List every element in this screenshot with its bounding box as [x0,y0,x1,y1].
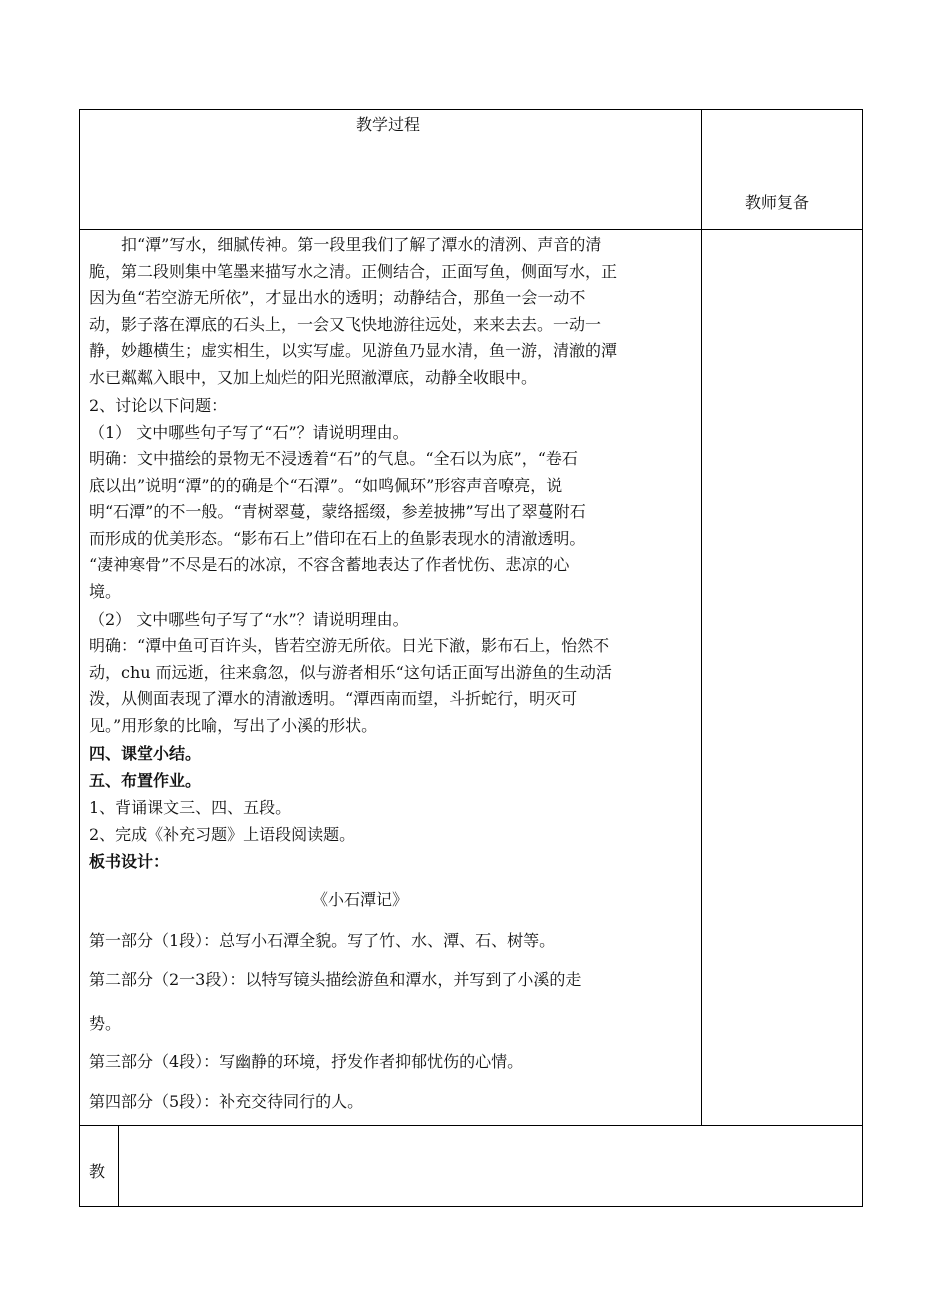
footer-row-label: 教 [89,1162,106,1181]
board-part-2-continued: 势。 [89,1014,122,1033]
board-part-2: 第二部分（2一3段）：以特写镜头描绘游鱼和潭水，并写到了小溪的走 [89,970,582,989]
body-bottom-divider [79,1125,863,1126]
analysis-paragraph [89,232,693,392]
summary-heading: 四、课堂小结。 [89,744,202,763]
board-part-3: 第三部分（4段）：写幽静的环境，抒发作者抑郁忧伤的心情。 [89,1052,524,1071]
answer-2 [89,633,693,739]
answer-line: 明确：“潭中鱼可百许头，皆若空游无所依。日光下澈，影布石上，怡然不 [89,636,610,655]
homework-item-2: 2、完成《补充习题》上语段阅读题。 [89,825,356,844]
board-part-1: 第一部分（1段）：总写小石潭全貌。写了竹、水、潭、石、树等。 [89,931,556,950]
answer-line: “凄神寒骨”不尽是石的冰凉，不容含蓄地表达了作者忧伤、悲凉的心 [89,555,570,575]
homework-heading: 五、布置作业。 [89,771,202,790]
paragraph-line: 扣“潭”写水，细腻传神。第一段里我们了解了潭水的清洌、声音的清 [121,235,602,254]
board-design-heading: 板书设计： [89,852,170,871]
answer-line: 见。”用形象的比喻，写出了小溪的形状。 [89,715,378,735]
answer-line: 泼，从侧面表现了潭水的清澈透明。“潭西南而望，斗折蛇行，明灭可 [89,689,578,709]
answer-line: 明“石潭”的不一般。“青树翠蔓，蒙络摇缀，参差披拂”写出了翠蔓附石 [89,502,586,522]
answer-line: 境。 [89,581,122,601]
review-column-divider [701,109,702,1126]
table-right-border [862,109,863,1207]
paragraph-line: 因为鱼“若空游无所依”，才显出水的透明；动静结合，那鱼一会一动不 [89,288,586,308]
paragraph-line: 动，影子落在潭底的石头上，一会又飞快地游往远处，来来去去。一动一 [89,314,602,334]
table-left-border [79,109,80,1207]
answer-line: 底以出”说明“潭”的的确是个“石潭”。“如鸣佩环”形容声音嘹亮，说 [89,475,563,495]
board-part-4: 第四部分（5段）：补充交待同行的人。 [89,1092,364,1111]
paragraph-line: 静，妙趣横生；虚实相生，以实写虚。见游鱼乃显水清，鱼一游，清澈的潭 [89,341,618,361]
paragraph-line: 脆，第二段则集中笔墨来描写水之清。正侧结合，正面写鱼，侧面写水，正 [89,261,618,281]
homework-item-1: 1、背诵课文三、四、五段。 [89,798,292,817]
answer-line: 明确：文中描绘的景物无不浸透着“石”的气息。“全石以为底”，“卷石 [89,449,578,468]
paragraph-line: 水已粼粼入眼中，又加上灿烂的阳光照澈潭底，动静全收眼中。 [89,367,538,387]
teacher-review-heading: 教师复备 [745,193,810,212]
table-top-border [79,109,863,110]
question-2: （2） 文中哪些句子写了“水”？请说明理由。 [89,610,409,629]
table-bottom-border [79,1206,863,1207]
discussion-title: 2、讨论以下问题： [89,396,228,415]
header-divider [79,229,863,230]
answer-line: 动，chu 而远逝，往来翕忽，似与游者相乐“这句话正面写出游鱼的生动活 [89,662,612,682]
board-title: 《小石潭记》 [312,890,409,909]
footer-label-divider [118,1125,119,1207]
teaching-process-heading: 教学过程 [356,115,421,134]
answer-line: 而形成的优美形态。“影布石上”借印在石上的鱼影表现水的清澈透明。 [89,528,586,548]
answer-1 [89,446,693,606]
question-1: （1） 文中哪些句子写了“石”？请说明理由。 [89,423,409,442]
